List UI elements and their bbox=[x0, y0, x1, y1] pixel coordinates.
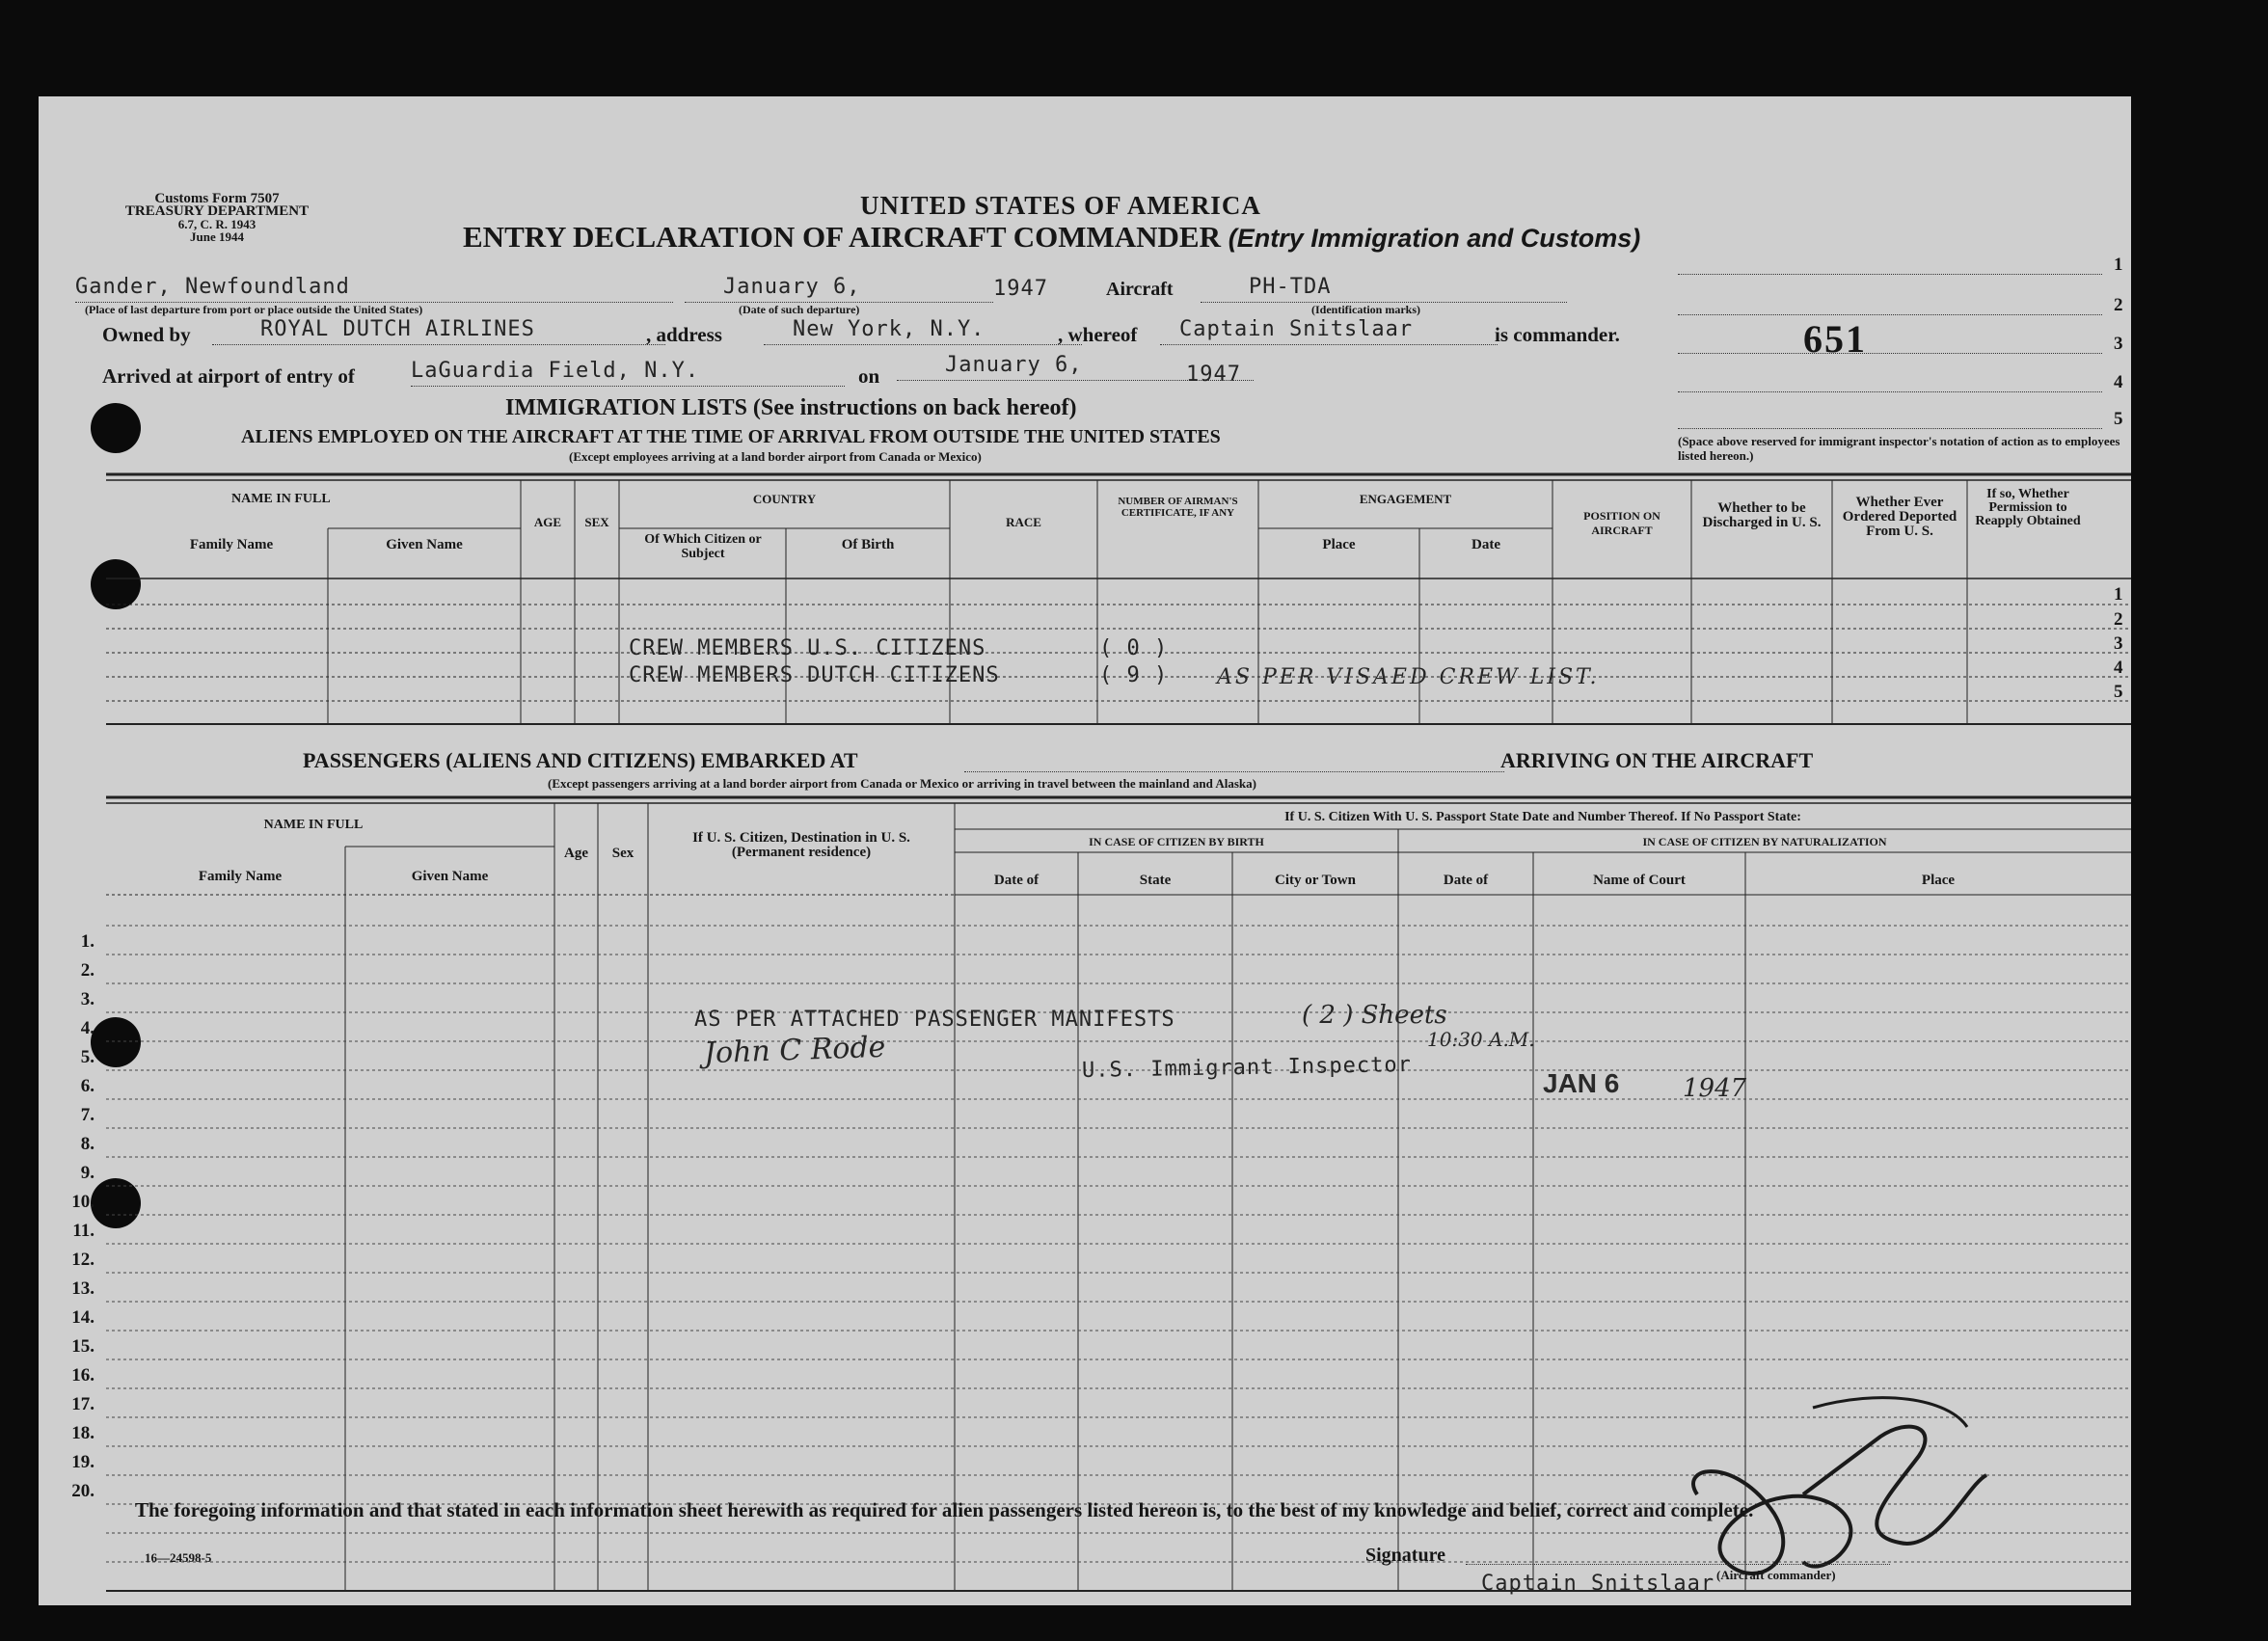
pcol-court: Name of Court bbox=[1593, 873, 1686, 888]
passenger-row-number: 14. bbox=[71, 1307, 94, 1328]
crew-row-number: 4 bbox=[2114, 658, 2123, 678]
col-discharged: Whether to be Discharged in U. S. bbox=[1702, 500, 1822, 530]
on-label: on bbox=[858, 364, 880, 388]
passenger-row-number: 18. bbox=[71, 1423, 94, 1443]
passenger-row-number: 3. bbox=[80, 989, 94, 1009]
signature-line bbox=[1466, 1564, 1890, 1565]
owner-name: ROYAL DUTCH AIRLINES bbox=[212, 317, 665, 345]
passenger-sheets: ( 2 ) Sheets bbox=[1302, 1001, 1447, 1030]
stamp-year: 1947 bbox=[1683, 1074, 1747, 1103]
passenger-row-number: 12. bbox=[71, 1250, 94, 1270]
passenger-row-number: 16. bbox=[71, 1365, 94, 1385]
crew-note: AS PER VISAED CREW LIST. bbox=[1217, 665, 1600, 689]
passenger-manifest-note: AS PER ATTACHED PASSENGER MANIFESTS bbox=[694, 1008, 1175, 1032]
commander-typed-name: Captain Snitslaar bbox=[1481, 1572, 1715, 1596]
passenger-row-number: 17. bbox=[71, 1394, 94, 1414]
inspector-line-number: 2 bbox=[2114, 295, 2123, 315]
arrival-airport: LaGuardia Field, N.Y. bbox=[411, 359, 845, 387]
inspector-caption: (Space above reserved for immigrant inspector's notation of action as to employees listed hereon.) bbox=[1678, 434, 2120, 463]
col-eng-date: Date bbox=[1472, 537, 1500, 552]
passenger-row-number: 10. bbox=[71, 1192, 94, 1212]
stamp-date: JAN 6 bbox=[1543, 1068, 1620, 1098]
passenger-row-number: 9. bbox=[80, 1163, 94, 1183]
departure-date-caption: (Date of such departure) bbox=[739, 303, 860, 316]
form-department: TREASURY DEPARTMENT bbox=[124, 203, 310, 219]
inspector-line-number: 1 bbox=[2114, 255, 2123, 275]
crew-row-number: 2 bbox=[2114, 609, 2123, 630]
pcol-place: Place bbox=[1921, 873, 1956, 888]
col-age: AGE bbox=[533, 515, 562, 529]
form-cfr: 6.7, C. R. 1943 bbox=[177, 217, 256, 231]
col-engagement: ENGAGEMENT bbox=[1359, 492, 1452, 506]
commander-signature bbox=[1659, 1369, 2006, 1601]
title-main-text: ENTRY DECLARATION OF AIRCRAFT COMMANDER bbox=[463, 220, 1221, 254]
print-code: 16—24598-5 bbox=[145, 1550, 212, 1565]
crew-row-number: 3 bbox=[2114, 633, 2123, 654]
passenger-row-number: 20. bbox=[71, 1481, 94, 1501]
departure-place-caption: (Place of last departure from port or place outside the United States) bbox=[85, 303, 423, 316]
pcol-name-in-full: NAME IN FULL bbox=[263, 818, 364, 832]
commander-name: Captain Snitslaar bbox=[1160, 317, 1498, 345]
signature-caption: (Aircraft commander) bbox=[1716, 1568, 1836, 1582]
passenger-row-number: 7. bbox=[80, 1105, 94, 1125]
departure-year: 1947 bbox=[993, 277, 1048, 301]
declaration-text: The foregoing information and that stated in each information sheet herewith as required for alien passengers listed hereon is, to the best of my knowledge and belief, correct and complete. bbox=[135, 1498, 1754, 1521]
arrival-year: 1947 bbox=[1186, 363, 1241, 387]
crew-row-number: 1 bbox=[2114, 584, 2123, 605]
passenger-row-number: 13. bbox=[71, 1278, 94, 1299]
passengers-except: (Except passengers arriving at a land border airport from Canada or Mexico or arriving in travel between the mainland and Alaska) bbox=[548, 776, 1256, 791]
crew-row-number: 5 bbox=[2114, 682, 2123, 702]
crew-us-count: ( 0 ) bbox=[1099, 636, 1169, 660]
col-eng-place: Place bbox=[1322, 537, 1356, 552]
passengers-title-right: ARRIVING ON THE AIRCRAFT bbox=[1500, 748, 1814, 772]
form-date: June 1944 bbox=[190, 229, 244, 244]
pcol-passport: If U. S. Citizen With U. S. Passport State Date and Number Thereof. If No Passport State: bbox=[1284, 810, 1801, 824]
pcol-given-name: Given Name bbox=[411, 869, 489, 884]
col-airman-cert: NUMBER OF AIRMAN'S CERTIFICATE, IF ANY bbox=[1118, 496, 1238, 519]
immigration-title: IMMIGRATION LISTS (See instructions on back hereof) bbox=[505, 395, 1077, 420]
pcol-family-name: Family Name bbox=[198, 869, 283, 884]
pcol-age: Age bbox=[564, 846, 588, 861]
owner-address: New York, N.Y. bbox=[764, 317, 1082, 345]
col-name-in-full: NAME IN FULL bbox=[231, 492, 331, 506]
passenger-row-number: 19. bbox=[71, 1452, 94, 1472]
passenger-row-number: 11. bbox=[72, 1221, 94, 1241]
address-label: , address bbox=[646, 323, 722, 346]
passengers-title-left: PASSENGERS (ALIENS AND CITIZENS) EMBARKED AT bbox=[303, 748, 858, 772]
title-country: UNITED STATES OF AMERICA bbox=[860, 191, 1261, 220]
pcol-state: State bbox=[1139, 873, 1172, 888]
crew-dutch-count: ( 9 ) bbox=[1099, 663, 1169, 687]
inspector-line-number: 5 bbox=[2114, 409, 2123, 429]
col-permission: If so, Whether Permission to Reapply Obtained bbox=[1975, 487, 2081, 528]
col-family-name: Family Name bbox=[189, 537, 274, 552]
col-of-birth: Of Birth bbox=[841, 537, 895, 552]
departure-place: Gander, Newfoundland bbox=[75, 275, 673, 303]
pcol-destination: If U. S. Citizen, Destination in U. S. (Permanent residence) bbox=[692, 830, 910, 860]
passenger-row-number: 5. bbox=[80, 1047, 94, 1067]
pcol-nat-date-of: Date of bbox=[1443, 873, 1489, 888]
pcol-city: City or Town bbox=[1275, 873, 1356, 888]
aircraft-id: PH-TDA bbox=[1201, 275, 1567, 303]
pcol-sex: Sex bbox=[611, 846, 634, 861]
arrival-date: January 6, bbox=[897, 353, 1254, 381]
inspector-number: 651 bbox=[1803, 317, 1867, 361]
inspector-line-number: 4 bbox=[2114, 372, 2123, 392]
form-number: Customs Form 7507 bbox=[154, 191, 280, 206]
col-given-name: Given Name bbox=[386, 537, 463, 552]
aircraft-id-caption: (Identification marks) bbox=[1311, 303, 1420, 316]
owned-label: Owned by bbox=[102, 323, 191, 346]
embarked-at-line bbox=[964, 771, 1504, 772]
passenger-row-number: 1. bbox=[80, 931, 94, 952]
departure-date: January 6, bbox=[685, 275, 993, 303]
inspector-line-number: 3 bbox=[2114, 334, 2123, 354]
passenger-row-number: 6. bbox=[80, 1076, 94, 1096]
declaration-form bbox=[39, 96, 2131, 1605]
pcol-date-of: Date of bbox=[993, 873, 1040, 888]
immigration-except: (Except employees arriving at a land border airport from Canada or Mexico) bbox=[569, 449, 982, 464]
pcol-by-birth: IN CASE OF CITIZEN BY BIRTH bbox=[1089, 835, 1264, 848]
passenger-row-number: 4. bbox=[80, 1018, 94, 1038]
immigration-subtitle: ALIENS EMPLOYED ON THE AIRCRAFT AT THE TIME OF ARRIVAL FROM OUTSIDE THE UNITED STATES bbox=[241, 426, 1221, 447]
passenger-row-number: 2. bbox=[80, 960, 94, 981]
crew-dutch-label: CREW MEMBERS DUTCH CITIZENS bbox=[629, 663, 1000, 687]
arrived-label: Arrived at airport of entry of bbox=[102, 364, 355, 388]
col-citizen-of: Of Which Citizen or Subject bbox=[644, 532, 762, 561]
crew-us-label: CREW MEMBERS U.S. CITIZENS bbox=[629, 636, 986, 660]
passenger-row-number: 8. bbox=[80, 1134, 94, 1154]
col-race: RACE bbox=[1006, 515, 1041, 529]
whereof-label: , whereof bbox=[1058, 323, 1138, 346]
inspector-title: U.S. Immigrant Inspector bbox=[1081, 1053, 1413, 1083]
signature-label: Signature bbox=[1365, 1545, 1445, 1566]
col-deported: Whether Ever Ordered Deported From U. S. bbox=[1842, 495, 1958, 539]
inspector-signature: John C Rode bbox=[703, 1030, 886, 1071]
col-position: POSITION ON AIRCRAFT bbox=[1583, 509, 1660, 537]
pcol-by-naturalization: IN CASE OF CITIZEN BY NATURALIZATION bbox=[1642, 835, 1887, 848]
passenger-row-number: 15. bbox=[71, 1336, 94, 1357]
inspection-time: 10:30 A.M. bbox=[1427, 1028, 1535, 1051]
col-sex: SEX bbox=[584, 515, 609, 529]
title-paren: (Entry Immigration and Customs) bbox=[1228, 224, 1641, 253]
commander-suffix: is commander. bbox=[1495, 323, 1620, 346]
col-country: COUNTRY bbox=[752, 492, 817, 506]
aircraft-label: Aircraft bbox=[1106, 279, 1174, 300]
